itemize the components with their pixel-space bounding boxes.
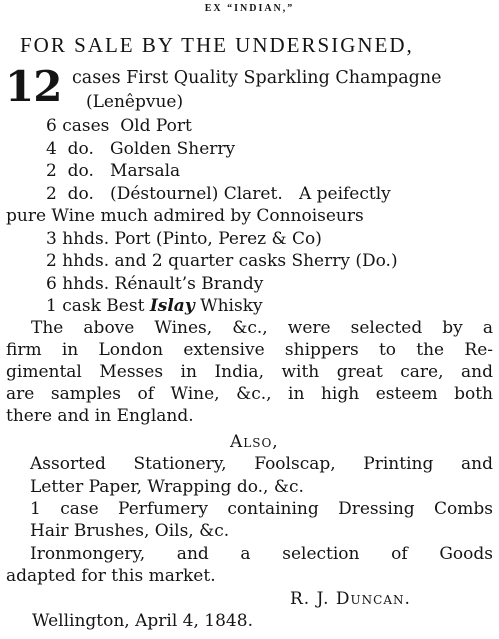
- also-line-1: Assorted Stationery, Foolscap, Printing and: [30, 454, 493, 474]
- item-claret: 2 do. (Déstournel) Claret. A peifectly: [46, 184, 391, 204]
- also-line-5: Ironmongery, and a selection of Goods: [30, 544, 493, 564]
- description-line-4: are samples of Wine, &c., in high esteem both: [6, 384, 493, 404]
- whisky-suffix: Whisky: [194, 296, 263, 316]
- item-marsala: 2 do. Marsala: [46, 161, 181, 181]
- description-line-5: there and in England.: [6, 406, 194, 426]
- also-line-3: 1 case Perfumery containing Dressing Combs: [30, 499, 493, 519]
- signature: R. J. Duncan.: [290, 589, 411, 609]
- champagne-brand: (Lenêpvue): [86, 92, 184, 112]
- champagne-line: cases First Quality Sparkling Champagne: [72, 68, 442, 88]
- also-line-4: Hair Brushes, Oils, &c.: [30, 521, 230, 541]
- description-line-1: The above Wines, &c., were selected by a: [31, 318, 493, 338]
- champagne-quantity: 12: [5, 62, 62, 111]
- dateline: Wellington, April 4, 1848.: [32, 611, 253, 631]
- item-hhds-sherry: 2 hhds. and 2 quarter casks Sherry (Do.): [46, 251, 398, 271]
- also-heading: Also,: [230, 432, 279, 452]
- item-golden-sherry: 4 do. Golden Sherry: [46, 139, 236, 159]
- item-brandy: 6 hhds. Rénault’s Brandy: [46, 274, 264, 294]
- also-line-2: Letter Paper, Wrapping do., &c.: [30, 477, 304, 497]
- item-hhds-port: 3 hhds. Port (Pinto, Perez & Co): [46, 229, 322, 249]
- also-line-6: adapted for this market.: [6, 566, 216, 586]
- description-line-3: gimental Messes in India, with great care, and: [6, 362, 493, 382]
- headline: EX “INDIAN,”: [204, 3, 295, 14]
- whisky-islay: Islay: [149, 296, 195, 316]
- item-old-port: 6 cases Old Port: [46, 116, 192, 136]
- item-whisky: [46, 298, 263, 315]
- item-claret-continued: pure Wine much admired by Connoiseurs: [6, 206, 364, 226]
- description-line-2: firm in London extensive shippers to the Re-: [6, 340, 493, 360]
- whisky-prefix: 1 cask Best: [46, 296, 150, 316]
- for-sale-heading: FOR SALE BY THE UNDERSIGNED,: [20, 33, 414, 57]
